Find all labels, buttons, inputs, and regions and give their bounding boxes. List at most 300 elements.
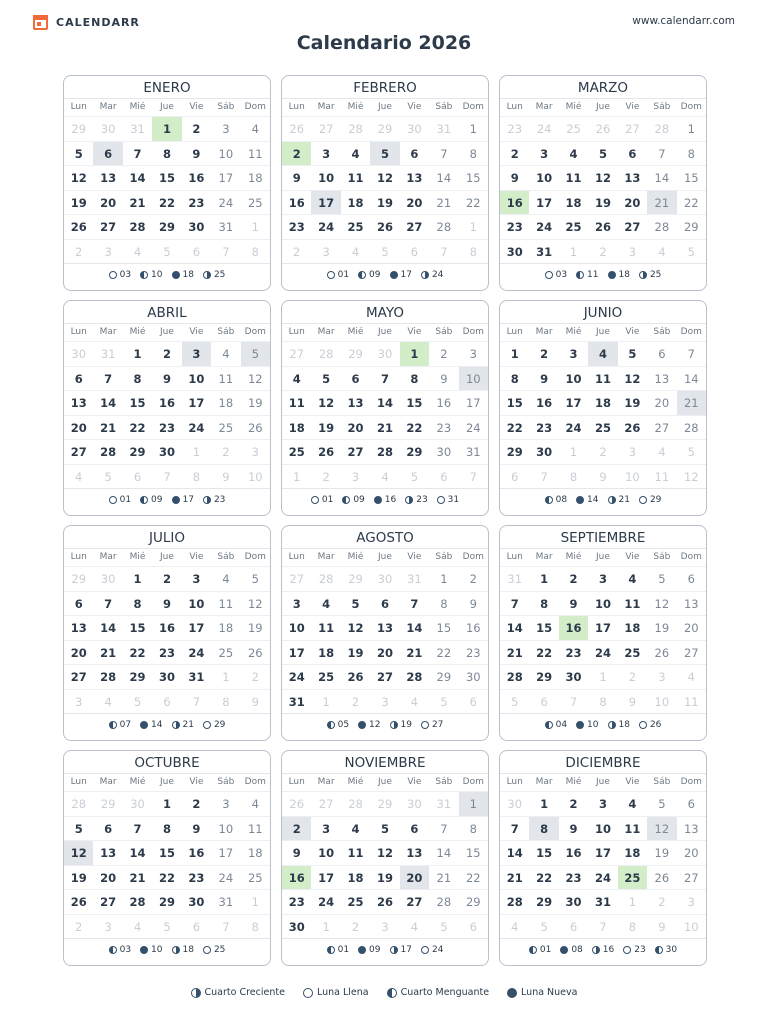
weekday-label: Jue <box>596 327 610 337</box>
moon-phase <box>576 270 598 280</box>
outside-day: 2 <box>341 914 370 939</box>
weekday-label: Dom <box>680 777 702 787</box>
site-url[interactable]: www.calendarr.com <box>632 15 735 27</box>
last-moon-icon <box>327 721 335 729</box>
full-moon-icon <box>327 271 335 279</box>
day-cell: 10 <box>211 141 240 166</box>
day-cell: 20 <box>93 190 122 215</box>
first-moon-icon <box>172 946 180 954</box>
outside-day: 5 <box>152 239 181 264</box>
day-cell: 17 <box>211 840 240 865</box>
moon-phase <box>545 495 567 505</box>
moon-phase <box>639 495 661 505</box>
day-cell: 17 <box>588 840 617 865</box>
day-cell: 15 <box>529 840 558 865</box>
day-cell: 28 <box>677 415 706 440</box>
outside-day: 27 <box>282 341 311 366</box>
new-moon-icon <box>390 271 398 279</box>
day-cell: 28 <box>400 664 429 689</box>
day-cell: 7 <box>370 366 399 391</box>
day-cell: 10 <box>459 366 488 391</box>
day-cell: 14 <box>429 165 458 190</box>
outside-day: 6 <box>529 689 558 714</box>
day-cell: 6 <box>677 791 706 816</box>
day-cell: 15 <box>500 390 529 415</box>
day-cell: 23 <box>152 415 181 440</box>
outside-day: 8 <box>211 689 240 714</box>
weekday-label: Mar <box>535 552 553 562</box>
weekday-header <box>64 548 270 566</box>
day-cell: 8 <box>123 591 152 616</box>
day-cell: 26 <box>341 664 370 689</box>
day-cell: 15 <box>123 615 152 640</box>
day-cell: 27 <box>64 439 93 464</box>
day-cell: 2 <box>559 566 588 591</box>
day-cell: 24 <box>311 214 340 239</box>
day-cell: 26 <box>64 214 93 239</box>
day-cell: 28 <box>500 664 529 689</box>
day-cell: 8 <box>529 816 558 841</box>
day-cell: 3 <box>211 791 240 816</box>
day-cell: 26 <box>370 889 399 914</box>
day-cell: 5 <box>241 341 270 366</box>
day-cell: 6 <box>677 566 706 591</box>
day-cell: 17 <box>182 390 211 415</box>
day-cell: 23 <box>182 865 211 890</box>
day-cell: 8 <box>459 816 488 841</box>
outside-day: 4 <box>341 239 370 264</box>
day-cell: 19 <box>64 865 93 890</box>
day-cell: 4 <box>282 366 311 391</box>
day-cell: 1 <box>429 566 458 591</box>
weekday-label: Vie <box>407 327 422 337</box>
day-cell: 20 <box>400 190 429 215</box>
outside-day: 1 <box>241 214 270 239</box>
outside-day: 29 <box>93 791 122 816</box>
last-moon-icon <box>529 946 537 954</box>
weekday-label: Dom <box>462 102 484 112</box>
full-moon-icon <box>109 271 117 279</box>
outside-day: 3 <box>647 664 676 689</box>
moon-day: 14 <box>151 720 163 730</box>
weekday-label: Mar <box>535 327 553 337</box>
moon-phase <box>172 270 194 280</box>
moon-phases <box>64 488 270 511</box>
day-cell: 25 <box>311 664 340 689</box>
legend-item <box>303 987 369 998</box>
day-cell: 22 <box>429 640 458 665</box>
day-cell: 27 <box>400 889 429 914</box>
month-name: DICIEMBRE <box>565 755 641 771</box>
day-cell: 26 <box>647 865 676 890</box>
moon-day: 01 <box>119 495 132 505</box>
day-cell: 19 <box>241 615 270 640</box>
day-cell: 19 <box>647 615 676 640</box>
month-card <box>281 75 489 291</box>
day-cell: 11 <box>241 141 270 166</box>
outside-day: 29 <box>370 116 399 141</box>
outside-day: 9 <box>618 689 647 714</box>
day-cell: 23 <box>282 889 311 914</box>
day-grid <box>64 341 270 488</box>
day-cell: 23 <box>559 640 588 665</box>
day-cell: 9 <box>529 366 558 391</box>
day-cell: 31 <box>529 239 558 264</box>
day-cell: 23 <box>282 214 311 239</box>
month-name: MARZO <box>577 80 629 96</box>
day-cell: 14 <box>429 840 458 865</box>
day-cell: 3 <box>282 591 311 616</box>
moon-phase <box>655 945 677 955</box>
day-cell: 20 <box>677 615 706 640</box>
day-cell: 18 <box>341 190 370 215</box>
day-cell: 30 <box>152 664 181 689</box>
outside-day: 7 <box>588 914 617 939</box>
day-cell: 22 <box>459 190 488 215</box>
day-cell: 24 <box>282 664 311 689</box>
day-cell: 27 <box>64 664 93 689</box>
day-cell: 29 <box>500 439 529 464</box>
day-cell: 7 <box>400 591 429 616</box>
weekday-label: Mié <box>129 552 146 562</box>
day-cell: 25 <box>211 640 240 665</box>
moon-phase <box>639 270 661 280</box>
moon-day: 08 <box>555 495 568 505</box>
day-cell: 11 <box>559 165 588 190</box>
day-cell: 17 <box>182 615 211 640</box>
weekday-label: Sáb <box>217 327 235 337</box>
day-grid <box>282 566 488 713</box>
day-cell: 24 <box>182 640 211 665</box>
moon-phase <box>109 945 131 955</box>
outside-day: 2 <box>647 889 676 914</box>
last-moon-icon <box>327 946 335 954</box>
day-cell: 30 <box>559 889 588 914</box>
outside-day: 6 <box>400 239 429 264</box>
weekday-label: Lun <box>288 777 305 787</box>
outside-day: 5 <box>529 914 558 939</box>
weekday-label: Dom <box>680 102 702 112</box>
day-cell: 16 <box>282 865 311 890</box>
new-moon-icon <box>358 946 366 954</box>
moon-phase <box>172 945 194 955</box>
moon-phases <box>282 938 488 961</box>
day-cell: 9 <box>459 591 488 616</box>
moon-phase <box>545 270 567 280</box>
moon-day: 03 <box>119 270 132 280</box>
moon-phase <box>358 720 380 730</box>
first-moon-icon <box>203 271 211 279</box>
day-cell: 20 <box>677 840 706 865</box>
weekday-header <box>500 548 706 566</box>
weekday-label: Vie <box>189 102 204 112</box>
moon-phase <box>405 495 427 505</box>
day-cell: 29 <box>400 439 429 464</box>
moon-day: 09 <box>369 945 381 955</box>
moon-phase <box>203 720 225 730</box>
weekday-label: Lun <box>288 102 305 112</box>
outside-day: 5 <box>400 464 429 489</box>
month-name: ENERO <box>143 80 191 96</box>
outside-day: 1 <box>282 464 311 489</box>
day-cell: 15 <box>152 840 181 865</box>
day-cell: 18 <box>311 640 340 665</box>
weekday-label: Jue <box>596 552 610 562</box>
day-cell: 7 <box>677 341 706 366</box>
day-cell: 6 <box>370 591 399 616</box>
moon-phases <box>500 488 706 511</box>
day-cell: 1 <box>123 566 152 591</box>
moon-phase <box>109 720 131 730</box>
outside-day: 10 <box>677 914 706 939</box>
moon-phase <box>140 270 162 280</box>
weekday-label: Mié <box>129 777 146 787</box>
day-cell: 31 <box>211 889 240 914</box>
outside-day: 8 <box>559 464 588 489</box>
outside-day: 30 <box>93 566 122 591</box>
day-cell: 18 <box>618 840 647 865</box>
legend-label: Luna Nueva <box>521 987 578 998</box>
day-cell: 6 <box>647 341 676 366</box>
day-grid <box>64 566 270 713</box>
outside-day: 30 <box>400 116 429 141</box>
moon-day: 31 <box>447 495 460 505</box>
brand-name: CALENDARR <box>56 16 140 29</box>
outside-day: 10 <box>618 464 647 489</box>
moon-day: 25 <box>213 270 226 280</box>
day-cell: 15 <box>429 615 458 640</box>
day-cell: 12 <box>647 816 676 841</box>
day-cell: 30 <box>182 214 211 239</box>
moon-day: 21 <box>618 495 630 505</box>
day-cell: 16 <box>282 190 311 215</box>
day-cell: 7 <box>93 366 122 391</box>
day-cell: 29 <box>429 664 458 689</box>
day-cell: 6 <box>64 366 93 391</box>
moon-day: 16 <box>602 945 615 955</box>
day-cell: 23 <box>459 640 488 665</box>
brand-logo[interactable] <box>33 14 140 31</box>
outside-day: 8 <box>241 914 270 939</box>
day-cell: 22 <box>400 415 429 440</box>
day-grid <box>500 116 706 263</box>
day-cell: 26 <box>618 415 647 440</box>
new-moon-icon <box>576 721 584 729</box>
day-cell: 14 <box>93 615 122 640</box>
day-cell: 12 <box>311 390 340 415</box>
day-cell: 20 <box>370 640 399 665</box>
day-cell: 23 <box>529 415 558 440</box>
weekday-label: Lun <box>70 327 87 337</box>
outside-day: 2 <box>64 239 93 264</box>
day-cell: 22 <box>529 640 558 665</box>
weekday-label: Jue <box>596 777 610 787</box>
moon-day: 17 <box>182 495 194 505</box>
page-title: Calendario 2026 <box>296 32 472 54</box>
month-card <box>499 75 707 291</box>
day-cell: 4 <box>341 141 370 166</box>
outside-day: 28 <box>311 341 340 366</box>
weekday-label: Dom <box>244 777 266 787</box>
outside-day: 3 <box>341 464 370 489</box>
month-card <box>63 75 271 291</box>
first-moon-icon <box>172 721 180 729</box>
day-cell: 9 <box>182 141 211 166</box>
day-cell: 1 <box>677 116 706 141</box>
day-cell: 10 <box>182 366 211 391</box>
outside-day: 2 <box>588 239 617 264</box>
day-cell: 18 <box>618 615 647 640</box>
day-cell: 10 <box>282 615 311 640</box>
day-cell: 25 <box>341 889 370 914</box>
calendar-logo-icon <box>33 14 50 31</box>
day-cell: 16 <box>559 615 588 640</box>
month-card <box>499 525 707 741</box>
day-cell: 1 <box>459 116 488 141</box>
weekday-label: Sáb <box>653 102 671 112</box>
weekday-label: Jue <box>160 102 174 112</box>
day-cell: 16 <box>152 390 181 415</box>
weekday-label: Dom <box>462 327 484 337</box>
day-cell: 7 <box>93 591 122 616</box>
day-cell: 13 <box>677 816 706 841</box>
moon-phases <box>64 263 270 286</box>
weekday-header <box>282 548 488 566</box>
weekday-label: Mié <box>129 327 146 337</box>
day-cell: 9 <box>282 840 311 865</box>
day-cell: 1 <box>459 791 488 816</box>
outside-day: 9 <box>647 914 676 939</box>
moon-day: 19 <box>400 720 412 730</box>
day-cell: 2 <box>182 791 211 816</box>
day-cell: 3 <box>588 791 617 816</box>
day-cell: 3 <box>182 566 211 591</box>
day-cell: 12 <box>370 840 399 865</box>
day-cell: 4 <box>211 341 240 366</box>
first-moon-icon <box>390 946 398 954</box>
outside-day: 3 <box>677 889 706 914</box>
outside-day: 9 <box>211 464 240 489</box>
day-cell: 30 <box>182 889 211 914</box>
weekday-label: Sáb <box>435 102 453 112</box>
full-moon-icon <box>639 496 647 504</box>
day-cell: 28 <box>429 214 458 239</box>
moon-phase <box>390 945 412 955</box>
moon-day: 27 <box>431 720 444 730</box>
weekday-label: Vie <box>407 552 422 562</box>
new-moon-icon <box>172 271 180 279</box>
day-cell: 29 <box>123 664 152 689</box>
outside-day: 5 <box>123 689 152 714</box>
outside-day: 8 <box>241 239 270 264</box>
weekday-label: Sáb <box>435 777 453 787</box>
outside-day: 9 <box>588 464 617 489</box>
day-cell: 15 <box>123 390 152 415</box>
day-cell: 12 <box>241 366 270 391</box>
outside-day: 31 <box>93 341 122 366</box>
moon-phase <box>608 495 630 505</box>
weekday-label: Lun <box>70 777 87 787</box>
weekday-header <box>282 773 488 791</box>
outside-day: 2 <box>588 439 617 464</box>
day-cell: 19 <box>618 390 647 415</box>
moon-day: 23 <box>213 495 226 505</box>
day-cell: 12 <box>64 165 93 190</box>
weekday-label: Jue <box>378 102 392 112</box>
outside-day: 1 <box>211 664 240 689</box>
moon-day: 09 <box>151 495 163 505</box>
day-cell: 17 <box>211 165 240 190</box>
day-cell: 24 <box>211 865 240 890</box>
day-cell: 25 <box>618 865 647 890</box>
moon-phase <box>140 720 162 730</box>
weekday-label: Lun <box>506 552 523 562</box>
day-cell: 11 <box>311 615 340 640</box>
moon-phase <box>437 495 459 505</box>
day-cell: 25 <box>618 640 647 665</box>
full-moon-icon <box>437 496 445 504</box>
day-cell: 13 <box>93 840 122 865</box>
day-cell: 22 <box>529 865 558 890</box>
moon-phase <box>140 945 162 955</box>
day-cell: 3 <box>529 141 558 166</box>
day-cell: 6 <box>400 816 429 841</box>
month-card <box>499 750 707 966</box>
moon-phase <box>358 270 380 280</box>
outside-day: 4 <box>400 689 429 714</box>
day-cell: 15 <box>400 390 429 415</box>
moon-day: 07 <box>119 720 132 730</box>
day-cell: 14 <box>123 165 152 190</box>
day-cell: 19 <box>64 190 93 215</box>
weekday-label: Dom <box>244 327 266 337</box>
outside-day: 27 <box>618 116 647 141</box>
day-cell: 18 <box>241 165 270 190</box>
day-cell: 30 <box>152 439 181 464</box>
outside-day: 3 <box>64 689 93 714</box>
outside-day: 2 <box>618 664 647 689</box>
last-moon-icon <box>545 496 553 504</box>
weekday-label: Sáb <box>435 327 453 337</box>
new-moon-icon <box>172 496 180 504</box>
month-card <box>63 300 271 516</box>
day-cell: 31 <box>182 664 211 689</box>
outside-day: 7 <box>211 914 240 939</box>
outside-day: 30 <box>123 791 152 816</box>
last-moon-icon <box>387 988 397 998</box>
weekday-header <box>500 98 706 116</box>
weekday-label: Vie <box>625 777 640 787</box>
weekday-label: Dom <box>244 102 266 112</box>
month-name: JUNIO <box>583 305 623 321</box>
full-moon-icon <box>109 496 117 504</box>
day-cell: 20 <box>341 415 370 440</box>
outside-day: 5 <box>677 239 706 264</box>
outside-day: 2 <box>341 689 370 714</box>
day-cell: 2 <box>459 566 488 591</box>
weekday-label: Sáb <box>217 777 235 787</box>
moon-day: 10 <box>151 945 163 955</box>
full-moon-icon <box>203 721 211 729</box>
day-cell: 29 <box>529 889 558 914</box>
outside-day: 29 <box>370 791 399 816</box>
outside-day: 28 <box>311 566 340 591</box>
day-cell: 6 <box>93 816 122 841</box>
day-cell: 22 <box>123 640 152 665</box>
day-cell: 6 <box>93 141 122 166</box>
day-cell: 13 <box>370 615 399 640</box>
day-cell: 27 <box>400 214 429 239</box>
